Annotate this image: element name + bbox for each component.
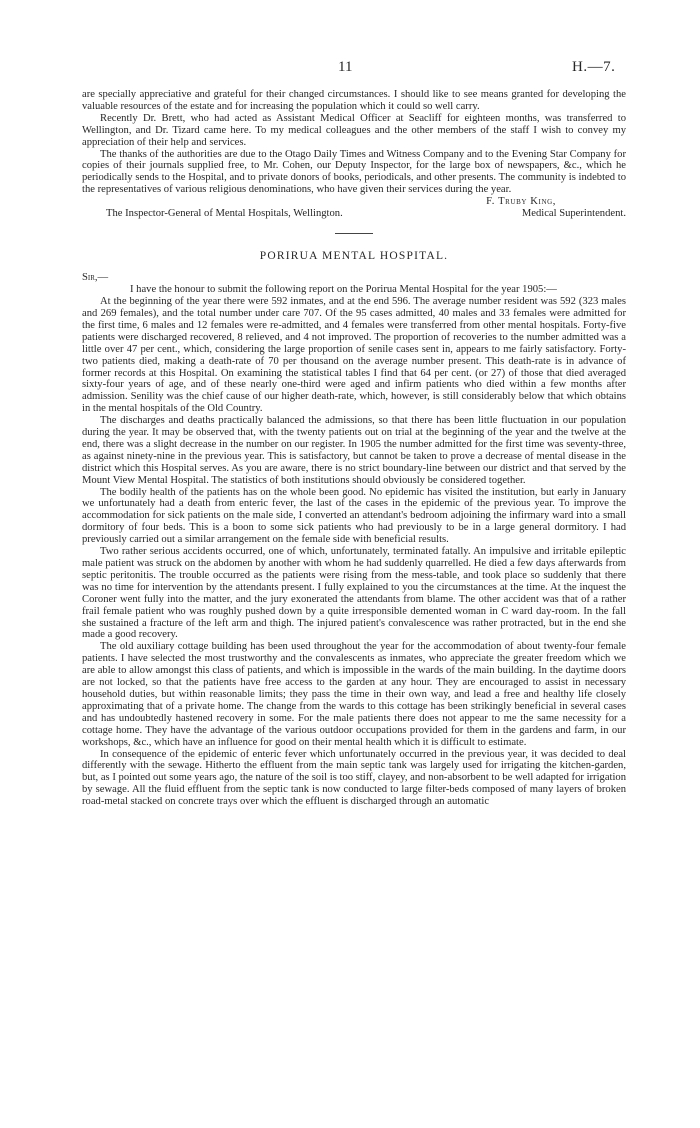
paragraph: The old auxiliary cottage building has been used throughout the year for the accommodation of about twenty-four female patients. I have selected the most trustworthy and the convalescents as inmates, who appreciate the greater freedom which we are able to allow amongst this class of patients, and which is impossible in the wards of the main building. In the daytime doors are not locked, so that the patients have free access to the garden at any hour. They are encouraged to assist in necessary household duties, but within reasonable limits; they pass the time in their own way, and lead a free and healthy life closely approximating that of a private home. The change from the wards to this cottage has been strikingly beneficial in several cases and has undoubtedly hastened recovery in some. For the male patients there does not appear to me the same necessity for a cottage home. They have the advantage of the various outdoor occupations provided for them in the gardens and farm, in our workshops, &c., which have an influence for good on their mental health which it is difficult to estimate. <box>82 641 626 748</box>
opening-paragraph: I have the honour to submit the following report on the Porirua Mental Hospital for the year 1905:— <box>130 284 557 296</box>
paragraph: The thanks of the authorities are due to the Otago Daily Times and Witness Company and to the Evening Star Company for copies of their journals supplied free, to Mr. Cohen, our Deputy Inspector, for the large box of newspapers, &c., which he periodically sends to the Hospital, and to private donors of books, periodicals, and other presents. The community is indebted to the representatives of various religious denominations, who have given their services during the year. <box>82 148 626 196</box>
paragraph: Recently Dr. Brett, who had acted as Assistant Medical Officer at Seacliff for eighteen months, was transferred to Wellington, and Dr. Tizard came here. To my medical colleagues and the other members of the staff I wish to convey my appreciation of their help and services. <box>82 112 626 148</box>
page-number: 11 <box>338 59 353 75</box>
signature-name: F. Truby King, <box>486 196 556 208</box>
paragraph: are specially appreciative and grateful for their changed circumstances. I should like to see means granted for developing the valuable resources of the estate and for increasing the population which it could so well carry. <box>82 89 626 112</box>
page-body <box>82 89 626 808</box>
signature-block <box>82 208 626 222</box>
paragraph: In consequence of the epidemic of enteric fever which unfortunately occurred in the previous year, it was decided to deal differently with the sewage. Hitherto the effluent from the main septic tank was largely used for irrigating the kitchen-garden, but, as I pointed out some years ago, the nature of the soil is too stiff, clayey, and non-absorbent to be well adapted for irrigation by sewage. All the fluid effluent from the septic tank is now conducted to large filter-beds composed of many layers of broken road-metal stacked on concrete trays over which the effluent is discharged through an automatic <box>82 748 626 808</box>
salutation: Sir,— <box>82 272 109 284</box>
addressee: The Inspector-General of Mental Hospitals, Wellington. <box>106 208 343 220</box>
paragraph: The discharges and deaths practically balanced the admissions, so that there has been little fluctuation in our population during the year. It may be observed that, with the twenty patients out on trial at the beginning of the year and the twelve at the end, there was a slight decrease in the number on our register. In 1905 the number admitted for the first time was seventy-three, as against ninety-nine in the previous year. This is satisfactory, but cannot be taken to prove a decrease of mental disease in the district which this Hospital serves. As you are aware, there is no strict boundary-line between our district and that served by the Mount View Mental Hospital. The statistics of both institutions should obviously be considered together. <box>82 415 626 486</box>
page-header <box>0 59 700 79</box>
paragraph: Two rather serious accidents occurred, one of which, unfortunately, terminated fatally. An impulsive and irritable epileptic male patient was struck on the abdomen by another with whom he had suddenly quarrelled. He died a few days afterwards from septic peritonitis. The trouble occurred as the patients were rising from the mess-table, and took place so suddenly that there was no time for intervention by the attendants present. I fully explained to you the circumstances at the time. At the inquest the Coroner went fully into the matter, and the jury exonerated the attendants from blame. The other accident was that of a rather frail female patient who was roughly pushed down by a quite irresponsible demented woman in C ward day-room. In the fall she sustained a fracture of the left arm and thigh. The injured patient's convalescence was rather protracted, but in the end she made a good recovery. <box>82 546 626 641</box>
signature-title: Medical Superintendent. <box>521 208 626 220</box>
section-title: PORIRUA MENTAL HOSPITAL. <box>259 250 449 263</box>
document-reference: H.—7. <box>572 59 616 75</box>
section-divider <box>335 233 373 234</box>
paragraph: At the beginning of the year there were 592 inmates, and at the end 596. The average number resident was 592 (323 males and 269 females), and the total number under care 707. Of the 95 cases admitted, 40 males and 33 females were admitted for the first time, 6 males and 12 females were re-admitted, and 4 females were transferred from other mental hospitals. Forty-five patients were discharged recovered, 8 relieved, and 4 not improved. The proportion of recoveries to the number admitted was a little over 47 per cent., which, considering the large proportion of senile cases sent in, appears to me fairly satisfactory. Forty-two patients died, making a death-rate of 70 per thousand on the average number present. This death-rate is in advance of former records at this Hospital. On examining the statistical tables I find that 64 per cent. (or 27) of those that died averaged sixty-four years of age, and of these nearly one-third were aged and infirm patients who died within a few months after admission. Senility was the chief cause of our higher death-rate, which, however, is still considerably below that which obtains in the mental hospitals of the Old Country. <box>82 296 626 415</box>
paragraph: The bodily health of the patients has on the whole been good. No epidemic has visited the institution, but early in January we unfortunately had a death from enteric fever, the last of the cases in the epidemic of the previous year. To improve the accommodation for sick patients on the male side, I converted an attendant's bedroom adjoining the infirmary ward into a small dormitory of four beds. This is a boon to some sick patients who had previously to be in a large general dormitory. I had previously carried out a similar arrangement on the female side with beneficial results. <box>82 486 626 546</box>
